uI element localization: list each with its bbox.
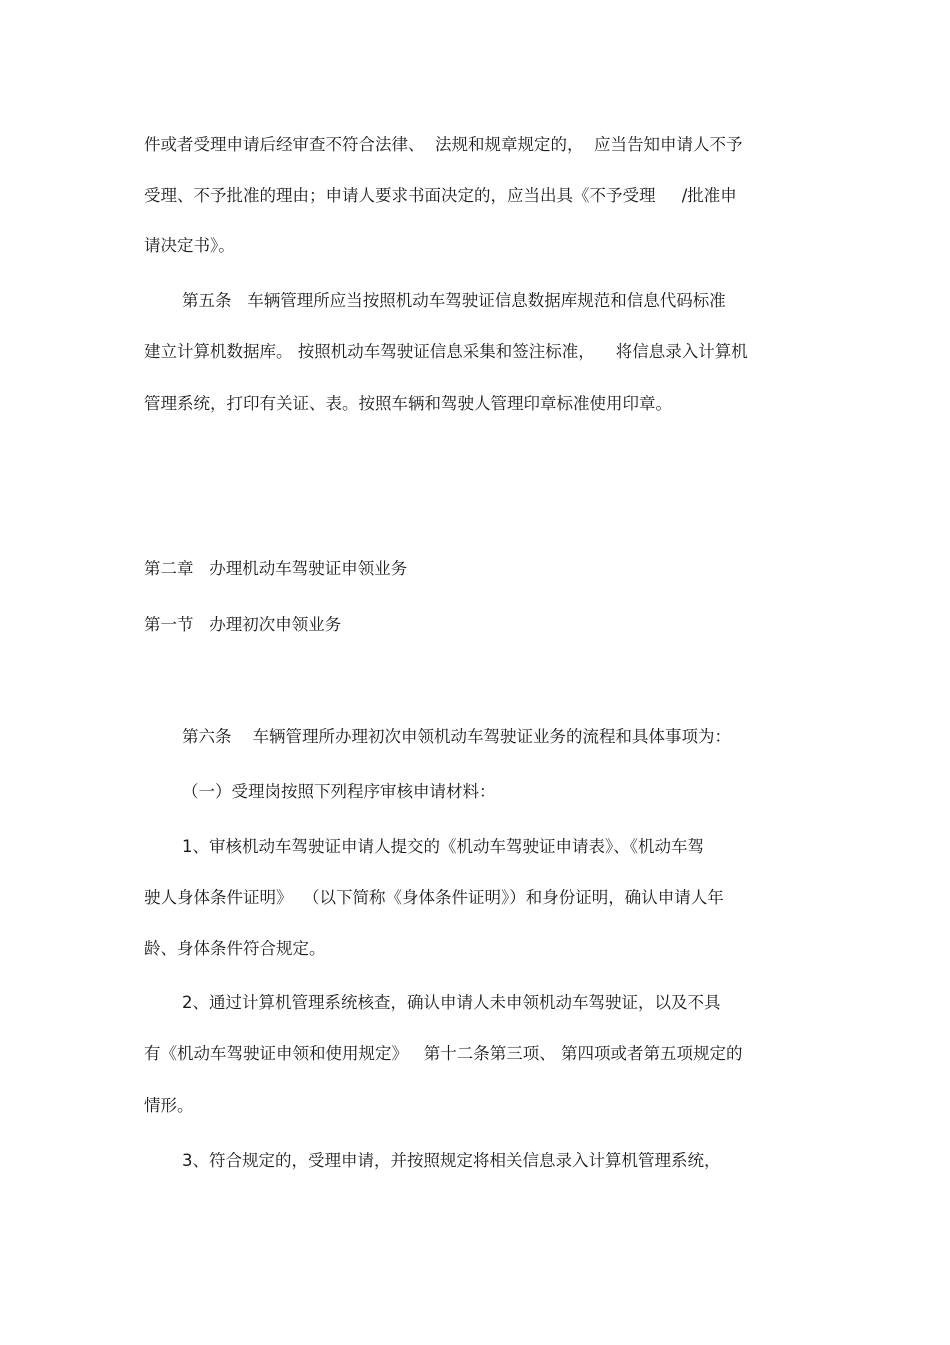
paragraph-line: 情形。 [144, 1096, 194, 1115]
list-item-3-line: 3、符合规定的，受理申请，并按照规定将相关信息录入计算机管理系统， [182, 1151, 721, 1170]
paragraph-line: 龄、身体条件符合规定。 [144, 939, 326, 958]
chapter-heading: 第二章 办理机动车驾驶证申领业务 [144, 559, 408, 578]
paragraph-line: 请决定书》。 [144, 236, 235, 255]
list-item-heading: （一）受理岗按照下列程序审核申请材料： [182, 782, 496, 801]
paragraph-line: 管理系统，打印有关证、表。按照车辆和驾驶人管理印章标准使用印章。 [144, 394, 672, 413]
list-item-1-line: 1、审核机动车驾驶证申请人提交的《机动车驾驶证申请表》、《机动车驾 [182, 837, 704, 856]
paragraph-line: 建立计算机数据库。 按照机动车驾驶证信息采集和签注标准， 将信息录入计算机 [144, 342, 748, 361]
paragraph-line: 有《机动车驾驶证申领和使用规定》 第十二条第三项、 第四项或者第五项规定的 [144, 1044, 743, 1063]
article-5-line: 第五条 车辆管理所应当按照机动车驾驶证信息数据库规范和信息代码标准 [182, 291, 726, 310]
list-item-2-line: 2、通过计算机管理系统核查，确认申请人未申领机动车驾驶证，以及不具 [182, 993, 721, 1012]
paragraph-line: 受理、不予批准的理由；申请人要求书面决定的，应当出具《不予受理 /批准申 [144, 186, 737, 205]
section-heading: 第一节 办理初次申领业务 [144, 615, 342, 634]
paragraph-line: 件或者受理申请后经审查不符合法律、 法规和规章规定的， 应当告知申请人不予 [144, 135, 743, 154]
paragraph-line: 驶人身体条件证明》 （以下简称《身体条件证明》）和身份证明，确认申请人年 [144, 888, 724, 907]
article-6-line: 第六条 车辆管理所办理初次申领机动车驾驶证业务的流程和具体事项为： [182, 727, 731, 746]
